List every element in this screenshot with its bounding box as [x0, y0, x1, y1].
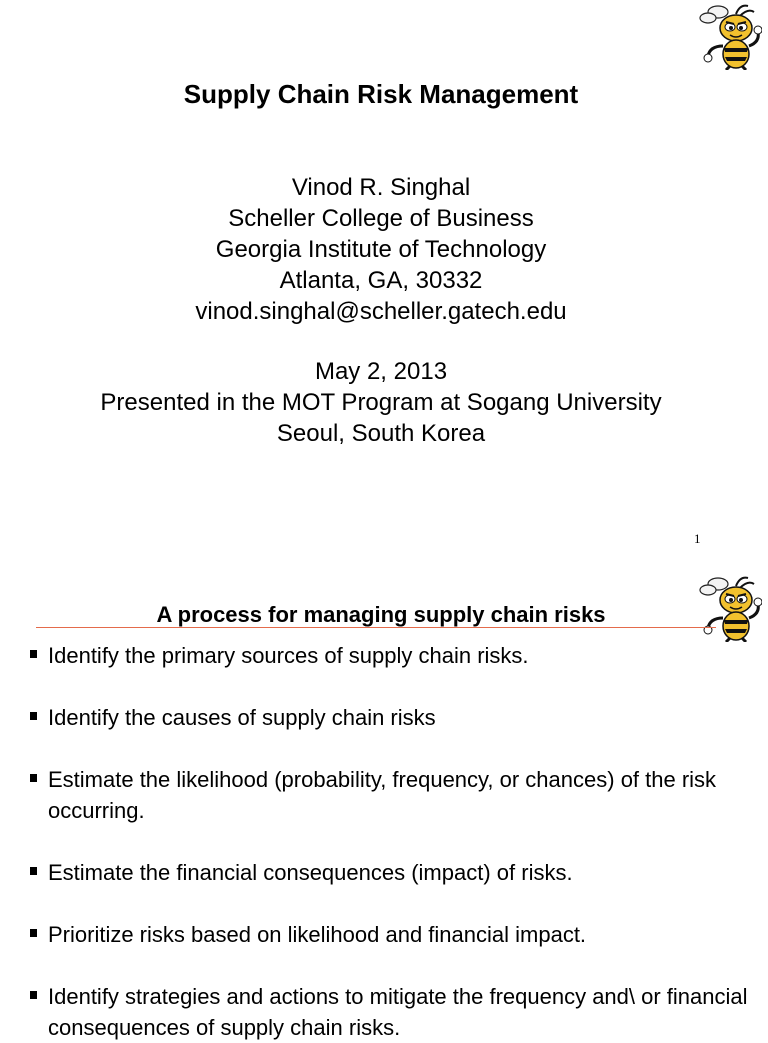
slide-title: Supply Chain Risk Management: [183, 79, 579, 109]
bullet-square-icon: [30, 712, 37, 720]
event-location: Seoul, South Korea: [276, 420, 486, 447]
list-item: [28, 981, 758, 1043]
author-info: [0, 172, 762, 327]
process-slide: [0, 560, 768, 1040]
yellow-jacket-mascot-icon: [696, 2, 762, 70]
list-item: [28, 764, 758, 826]
bullet-text: Estimate the likelihood (probability, frequency, or chances) of the risk occurring.: [48, 767, 717, 823]
bullet-text: Prioritize risks based on likelihood and financial impact.: [48, 922, 587, 947]
bullet-square-icon: [30, 929, 37, 937]
event-info: [0, 356, 762, 449]
author-email: vinod.singhal@scheller.gatech.edu: [195, 298, 567, 325]
list-item: [28, 702, 758, 733]
list-item: [28, 857, 758, 888]
bullet-square-icon: [30, 774, 37, 782]
list-item: [28, 640, 758, 671]
bullet-text: Identify strategies and actions to mitigate the frequency and\ or financial consequences of supply chain risks.: [48, 984, 748, 1040]
event-program: Presented in the MOT Program at Sogang University: [100, 389, 662, 416]
bullet-text: Identify the primary sources of supply chain risks.: [48, 643, 529, 668]
bullet-square-icon: [30, 991, 37, 999]
bullet-list: [28, 640, 758, 1043]
author-name: Vinod R. Singhal: [291, 174, 471, 201]
author-institute: Georgia Institute of Technology: [215, 236, 547, 263]
bullet-text: Identify the causes of supply chain risks: [48, 705, 436, 730]
author-address: Atlanta, GA, 30332: [279, 267, 483, 294]
title-divider: [36, 627, 716, 628]
bullet-square-icon: [30, 867, 37, 875]
list-item: [28, 919, 758, 950]
event-date: May 2, 2013: [314, 358, 448, 385]
slide-title: A process for managing supply chain risks: [156, 602, 606, 627]
author-college: Scheller College of Business: [228, 205, 534, 232]
bullet-text: Estimate the financial consequences (impact) of risks.: [48, 860, 573, 885]
bullet-square-icon: [30, 650, 37, 658]
page-number: 1: [694, 531, 701, 546]
